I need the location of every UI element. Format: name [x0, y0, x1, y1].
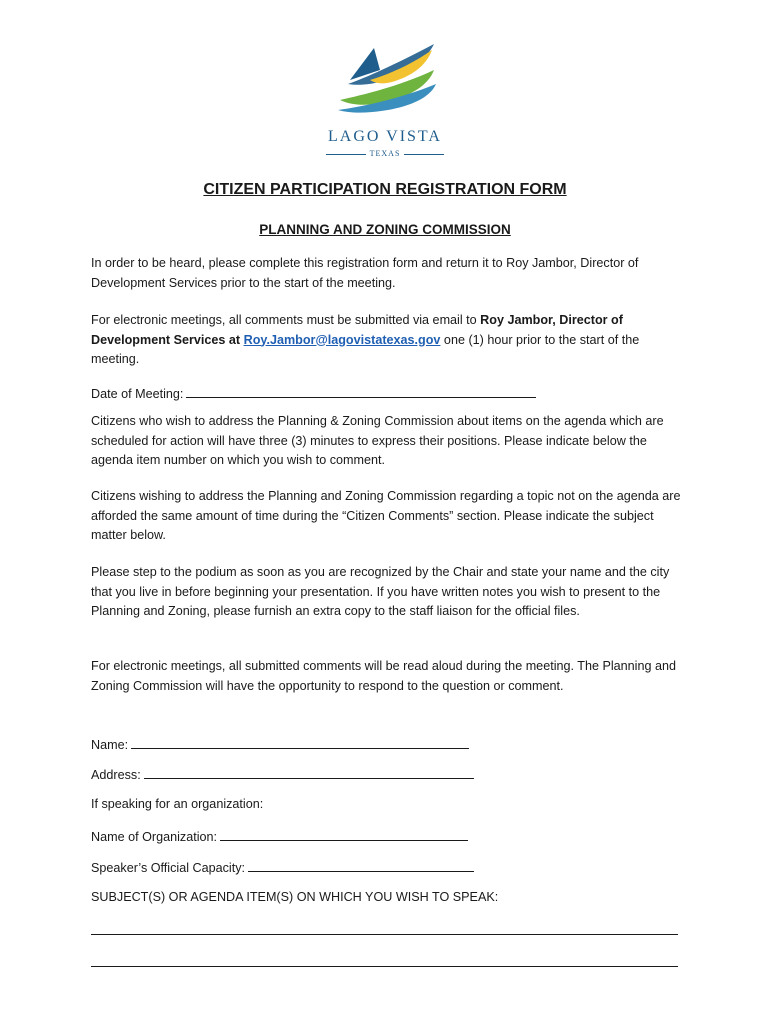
director-email-link[interactable]: Roy.Jambor@lagovistatexas.gov [243, 332, 441, 347]
official-capacity-label: Speaker’s Official Capacity: [91, 861, 245, 875]
intro-paragraph: In order to be heard, please complete this registration form and return it to Roy Jambor, Director of Development Services prior to the start of the meeting. [91, 256, 639, 290]
official-capacity-blank[interactable] [248, 857, 474, 872]
name-blank[interactable] [131, 734, 469, 749]
address-label: Address: [91, 768, 141, 782]
organization-name-blank[interactable] [220, 826, 468, 841]
electronic-text-bold: Roy Jambor, Director of Development Services at [91, 313, 623, 347]
lago-vista-logo [300, 40, 470, 165]
address-field [91, 764, 474, 786]
logo-sub: TEXAS [300, 149, 470, 158]
name-label: Name: [91, 738, 129, 752]
official-capacity-field [91, 857, 474, 879]
read-aloud-paragraph: For electronic meetings, all submitted comments will be read aloud during the meeting. The Planning and Zoning Commission will have the opportunity to respond to the question or comment. [91, 659, 676, 693]
electronic-submission-paragraph [91, 311, 683, 370]
name-field [91, 734, 469, 756]
date-of-meeting-label: Date of Meeting: [91, 387, 184, 401]
date-of-meeting-field [91, 383, 536, 405]
organization-heading: If speaking for an organization: [91, 797, 264, 811]
non-agenda-topic-paragraph: Citizens wishing to address the Planning and Zoning Commission regarding a topic not on the agenda are afforded the same amount of time during the “Citizen Comments” section. Please indicate the subject matter below. [91, 489, 681, 542]
form-title: CITIZEN PARTICIPATION REGISTRATION FORM [203, 181, 567, 198]
subjects-line-2[interactable] [91, 966, 678, 967]
subjects-line-1[interactable] [91, 934, 678, 935]
subjects-label: SUBJECT(S) OR AGENDA ITEM(S) ON WHICH YOU WISH TO SPEAK: [91, 890, 499, 904]
date-of-meeting-blank[interactable] [186, 383, 536, 398]
electronic-text-after: one (1) hour prior to the start of the meeting. [91, 332, 640, 366]
organization-name-label: Name of Organization: [91, 830, 217, 844]
organization-name-field [91, 826, 468, 848]
logo-name: LAGO VISTA [328, 128, 442, 145]
lago-vista-emblem-icon [330, 40, 440, 120]
electronic-text-before: For electronic meetings, all comments must be submitted via email to [91, 313, 481, 327]
form-subtitle: PLANNING AND ZONING COMMISSION [259, 222, 511, 237]
podium-instructions-paragraph: Please step to the podium as soon as you are recognized by the Chair and state your name and the city that you live in before beginning your presentation. If you have written notes you wish to present to the Planning and Zoning, please furnish an extra copy to the staff liaison for the official files. [91, 565, 670, 618]
agenda-items-paragraph: Citizens who wish to address the Planning & Zoning Commission about items on the agenda which are scheduled for action will have three (3) minutes to express their positions. Please indicate below the agenda item number on which you wish to comment. [91, 414, 664, 467]
address-blank[interactable] [144, 764, 474, 779]
